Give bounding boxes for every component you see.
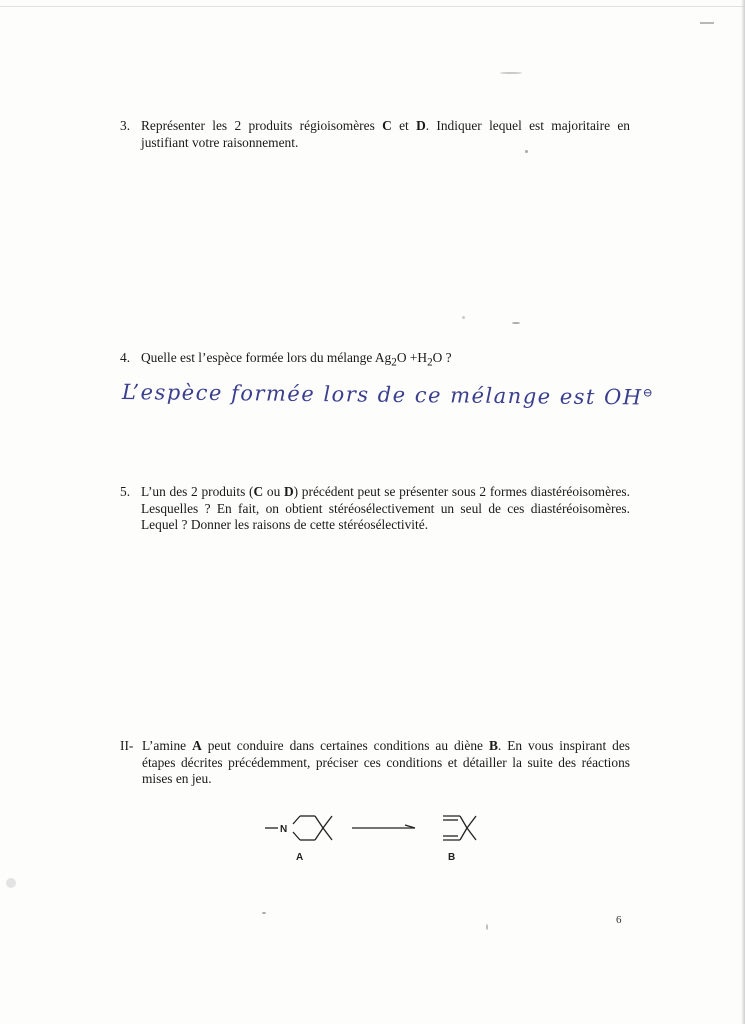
question-5-text <box>141 484 630 534</box>
chain-bond <box>460 816 467 828</box>
scan-speck <box>462 316 465 319</box>
q5-text-part: L’un des 2 produits ( <box>141 484 254 499</box>
nitrogen-label: N <box>280 824 288 835</box>
s2-bold-a: A <box>192 738 202 753</box>
methyl-bond <box>467 816 476 828</box>
scan-speck <box>6 878 16 888</box>
s2-text-part: peut conduire dans certaines conditions au diène <box>201 738 489 753</box>
s2-bold-b: B <box>488 738 498 753</box>
q3-text-part: Représenter les 2 produits régioisomères <box>141 118 383 133</box>
scan-speck <box>486 924 488 930</box>
q4-subscript: 2 <box>391 356 397 369</box>
q3-text-part: . Indiquer lequel est majoritaire en justifiant votre raisonnement. <box>141 118 630 150</box>
reaction-arrow <box>352 825 415 828</box>
amine-a-structure <box>265 816 332 840</box>
compound-b-label: B <box>448 852 456 863</box>
question-3-number: 3. <box>120 118 131 133</box>
question-4-number: 4. <box>120 350 131 365</box>
question-3 <box>120 118 630 151</box>
s2-text-part: L’amine <box>142 738 193 753</box>
q3-text-part: et <box>391 118 417 133</box>
q5-text-part: ou <box>263 484 284 499</box>
section-2-number: II- <box>120 738 134 753</box>
q5-text-part: ) précédent peut se présenter sous 2 formes diastéréoisomères. Lesquelles ? En fait, on obtient stéréosélectivement un seul de ces diastéréoisomères. Lequel ? Donner les raisons de cette stéréosélectivité. <box>141 484 630 532</box>
s2-text-part: . En vous inspirant des étapes décrites précédemment, préciser ces conditions et détailler la suite des réactions mises en jeu. <box>142 738 630 786</box>
question-4-text <box>141 350 630 371</box>
question-4 <box>120 350 630 371</box>
q3-bold-c: C <box>382 118 392 133</box>
question-3-text <box>141 118 630 151</box>
section-2-text <box>142 738 630 788</box>
section-2 <box>120 738 630 788</box>
q4-text-part: O +H <box>396 350 428 365</box>
q4-subscript: 2 <box>427 356 433 369</box>
methyl-bond <box>323 816 332 828</box>
methyl-bond <box>323 828 332 840</box>
handwritten-answer-text: L’espèce formée lors de ce mélange est OH <box>121 380 643 410</box>
ring-bond <box>293 816 300 824</box>
ring-bond <box>293 832 300 840</box>
q4-text-part: Quelle est l’espèce formée lors du mélange Ag <box>141 350 392 365</box>
reaction-scheme <box>255 808 495 888</box>
scan-speck <box>500 72 522 74</box>
question-5 <box>120 484 630 534</box>
methyl-bond <box>467 828 476 840</box>
q5-bold-d: D <box>283 484 294 499</box>
ring-bond <box>315 816 323 828</box>
q5-bold-c: C <box>253 484 264 499</box>
question-5-number: 5. <box>120 484 131 499</box>
compound-a-label: A <box>296 852 304 863</box>
scan-right-edge-shadow <box>741 0 745 1024</box>
handwritten-charge: ⊖ <box>642 385 655 400</box>
diene-b-structure <box>443 816 476 840</box>
scan-speck <box>262 912 266 914</box>
page-number: 6 <box>616 914 622 926</box>
chain-bond <box>460 828 467 840</box>
scan-top-edge <box>0 6 745 7</box>
q4-text-part: O ? <box>432 350 452 365</box>
handwritten-answer <box>121 380 655 410</box>
scan-mark <box>700 22 714 24</box>
q3-bold-d: D <box>416 118 426 133</box>
ring-bond <box>315 828 323 840</box>
scan-speck <box>512 322 520 324</box>
